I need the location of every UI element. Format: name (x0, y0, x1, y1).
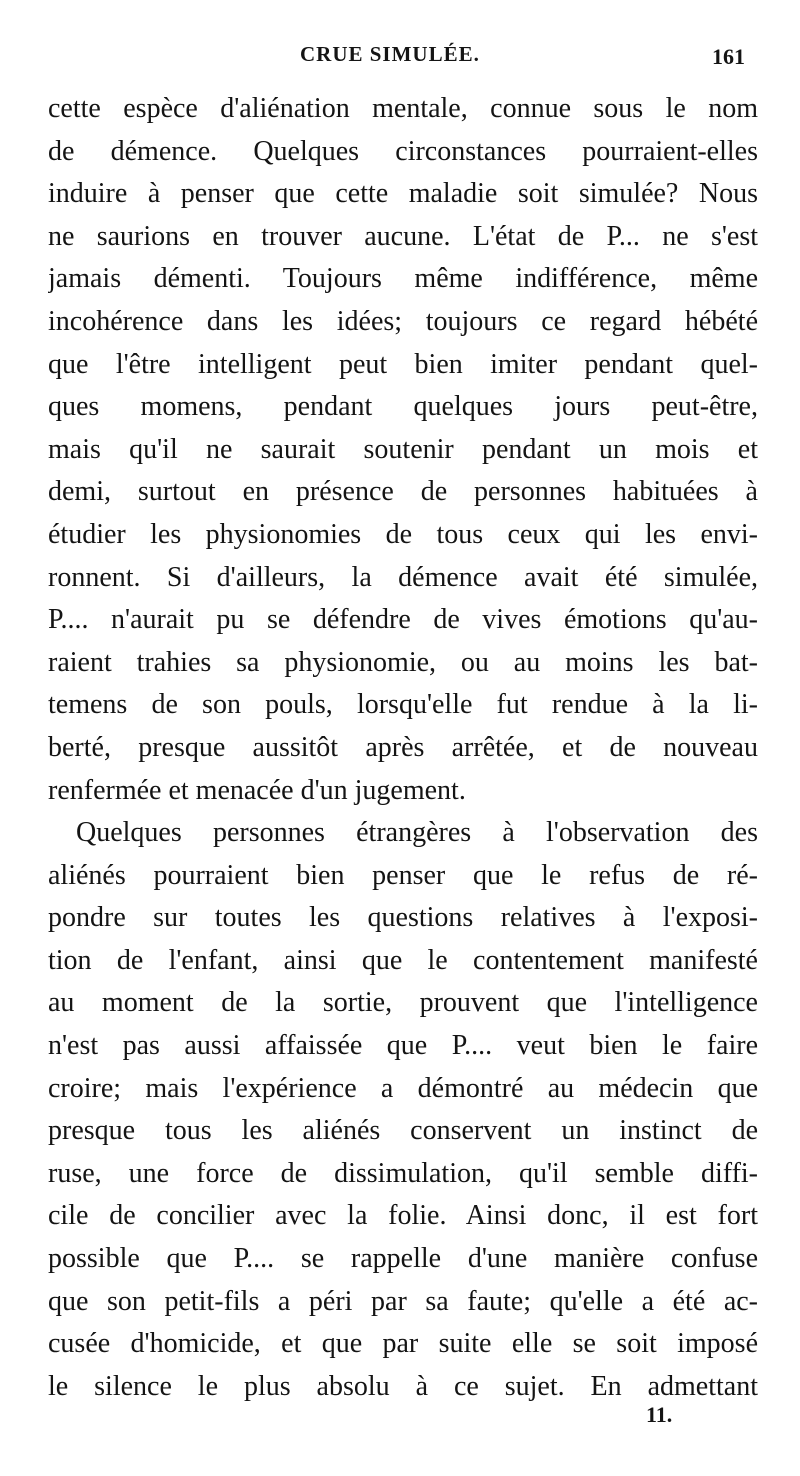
text-line: le silence le plus absolu à ce sujet. En admettant (48, 1370, 758, 1402)
text-line: de démence. Quelques circonstances pourraient-elles (48, 135, 758, 167)
text-line: P.... n'aurait pu se défendre de vives émotions qu'au- (48, 604, 758, 636)
text-line: ronnent. Si d'ailleurs, la démence avait été simulée, (48, 561, 758, 593)
page-number: 161 (712, 44, 745, 69)
text-line: que l'être intelligent peut bien imiter pendant quel- (48, 348, 758, 380)
text-line: étudier les physionomies de tous ceux qui les envi- (48, 518, 758, 550)
text-line: cile de concilier avec la folie. Ainsi donc, il est fort (48, 1200, 758, 1232)
text-line: presque tous les aliénés conservent un instinct de (48, 1115, 758, 1147)
text-line: croire; mais l'expérience a démontré au médecin que (48, 1072, 758, 1104)
text-line: possible que P.... se rappelle d'une manière confuse (48, 1243, 758, 1275)
text-line: incohérence dans les idées; toujours ce regard hébété (48, 305, 758, 337)
running-head (0, 42, 800, 78)
text-line: aliénés pourraient bien penser que le refus de ré- (48, 859, 758, 891)
body-text (48, 88, 758, 1408)
text-line: jamais démenti. Toujours même indifférence, même (48, 263, 758, 295)
running-title: CRUE SIMULÉE. (300, 42, 480, 66)
text-line: induire à penser que cette maladie soit simulée? Nous (48, 178, 758, 210)
text-line: cette espèce d'aliénation mentale, connue sous le nom (48, 93, 758, 124)
text-line: n'est pas aussi affaissée que P.... veut bien le faire (48, 1030, 758, 1062)
signature-mark: 11. (646, 1402, 673, 1427)
text-line: mais qu'il ne saurait soutenir pendant un mois et (48, 433, 758, 465)
text-line: cusée d'homicide, et que par suite elle se soit imposé (48, 1328, 758, 1360)
text-line: temens de son pouls, lorsqu'elle fut rendue à la li- (48, 689, 758, 721)
text-line: pondre sur toutes les questions relatives à l'exposi- (48, 902, 758, 934)
text-line: que son petit-fils a péri par sa faute; qu'elle a été ac- (48, 1285, 758, 1317)
text-line: ruse, une force de dissimulation, qu'il semble diffi- (48, 1157, 758, 1189)
text-line: ne saurions en trouver aucune. L'état de P... ne s'est (48, 220, 758, 252)
text-line: berté, presque aussitôt après arrêtée, et de nouveau (48, 731, 758, 763)
text-line: renfermée et menacée d'un jugement. (48, 774, 466, 806)
text-line: ques momens, pendant quelques jours peut-être, (48, 391, 758, 423)
text-line: raient trahies sa physionomie, ou au moins les bat- (48, 646, 758, 678)
text-line: au moment de la sortie, prouvent que l'intelligence (48, 987, 758, 1019)
text-line: demi, surtout en présence de personnes habituées à (48, 476, 758, 508)
text-line: tion de l'enfant, ainsi que le contentement manifesté (48, 944, 758, 976)
paragraph-start-line: Quelques personnes étrangères à l'observation des (76, 817, 758, 849)
